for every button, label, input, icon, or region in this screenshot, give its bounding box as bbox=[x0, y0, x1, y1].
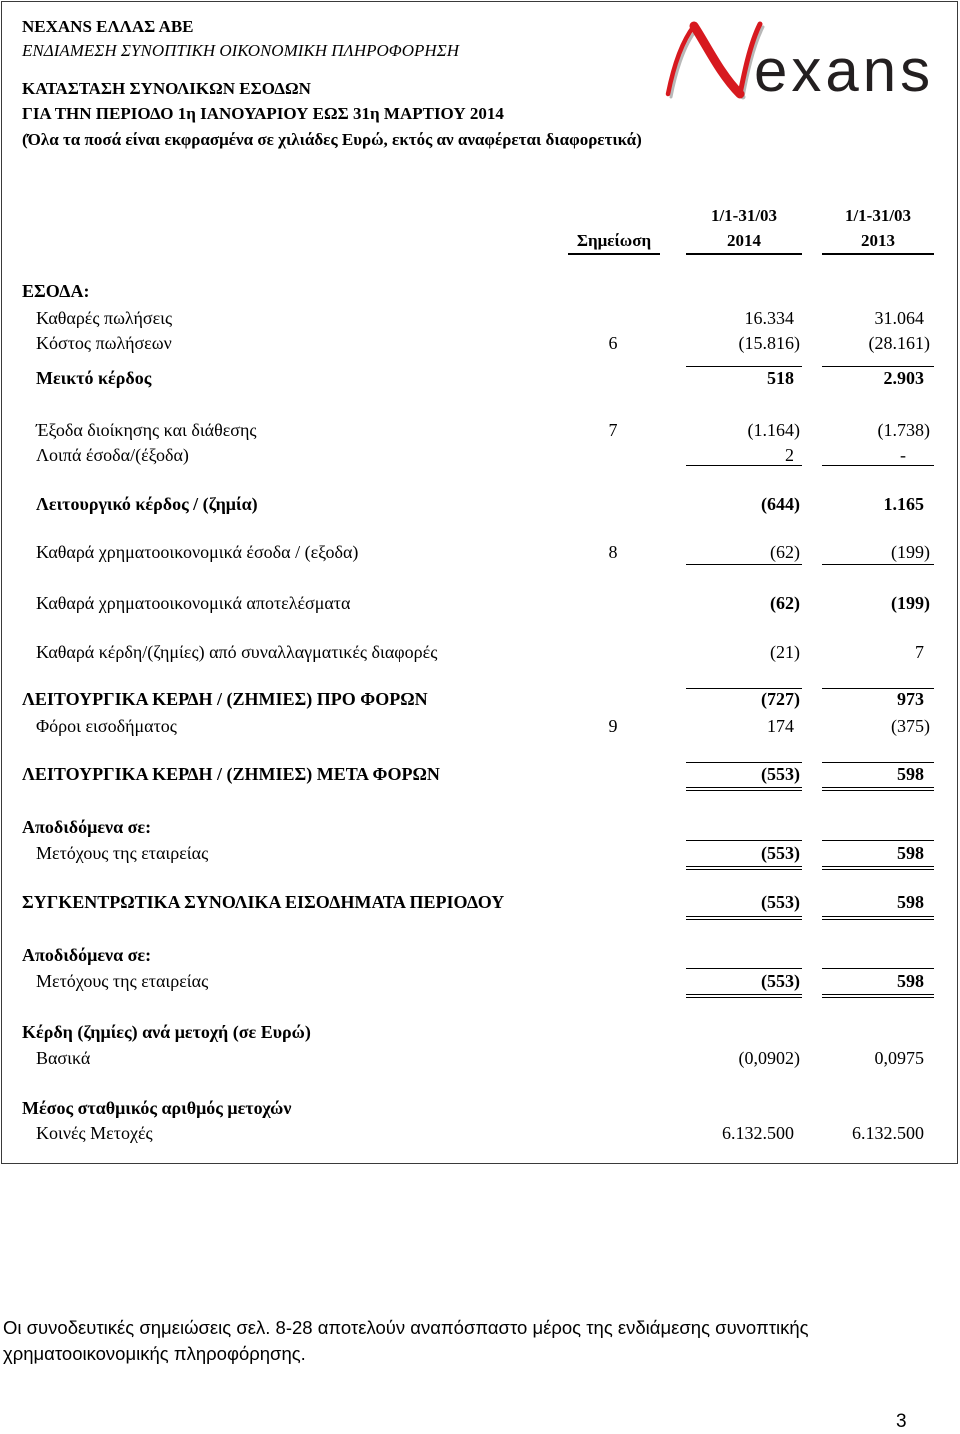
amount-2014: (62) bbox=[770, 542, 800, 562]
line-item-label: Κόστος πωλήσεων bbox=[36, 333, 172, 353]
amount-2013: (199) bbox=[891, 593, 930, 613]
line-item-label: Έξοδα διοίκησης και διάθεσης bbox=[36, 420, 257, 440]
section-label: Κέρδη (ζημίες) ανά μετοχή (σε Ευρώ) bbox=[22, 1022, 311, 1042]
section-label: Αποδιδόμενα σε: bbox=[22, 817, 152, 837]
note-ref: 6 bbox=[608, 333, 618, 353]
amount-2014: (0,0902) bbox=[738, 1048, 800, 1068]
amount-2014: 518 bbox=[767, 368, 794, 388]
footer-note-line2: χρηματοοικονομικής πληροφόρησης. bbox=[3, 1343, 306, 1364]
col-2013-year: 2013 bbox=[861, 231, 895, 250]
line-item-label: Μεικτό κέρδος bbox=[36, 368, 152, 388]
line-item-label: Μετόχους της εταιρείας bbox=[36, 843, 209, 863]
table-row bbox=[0, 1047, 958, 1069]
amount-2013: 598 bbox=[897, 843, 924, 863]
logo-mark-icon bbox=[668, 24, 763, 97]
currency-note: (Όλα τα ποσά είναι εκφρασμένα σε χιλιάδες Ευρώ, εκτός αν αναφέρεται διαφορετικά) bbox=[22, 130, 642, 149]
nexans-logo bbox=[660, 14, 940, 109]
footer-note-line1: Οι συνοδευτικές σημειώσεις σελ. 8-28 αποτελούν αναπόσπαστο μέρος της ενδιάμεσης συνοπτικής bbox=[3, 1317, 809, 1338]
section-label: Μέσος σταθμικός αριθμός μετοχών bbox=[22, 1098, 292, 1118]
total-double-rule bbox=[822, 994, 934, 998]
line-item-label: Καθαρές πωλήσεις bbox=[36, 308, 173, 328]
section-heading bbox=[0, 944, 958, 966]
amount-2014: (553) bbox=[761, 971, 800, 991]
logo-wordmark: exans bbox=[754, 37, 935, 104]
report-type: ΕΝΔΙΑΜΕΣΗ ΣΥΝΟΠΤΙΚΗ ΟΙΚΟΝΟΜΙΚΗ ΠΛΗΡΟΦΟΡΗΣΗ bbox=[22, 41, 460, 60]
line-item-label: ΣΥΓΚΕΝΤΡΩΤΙΚΑ ΣΥΝΟΛΙΚΑ ΕΙΣΟΔΗΜΑΤΑ ΠΕΡΙΟΔΟΥ bbox=[22, 892, 505, 912]
amount-2014: 6.132.500 bbox=[722, 1123, 794, 1143]
table-row bbox=[0, 493, 958, 515]
table-row bbox=[0, 419, 958, 441]
section-label: Αποδιδόμενα σε: bbox=[22, 945, 152, 965]
amount-2014: (15.816) bbox=[738, 333, 800, 353]
amount-2014: (62) bbox=[770, 593, 800, 613]
subtotal-rule bbox=[686, 968, 802, 969]
note-ref: 7 bbox=[608, 420, 618, 440]
header-rule bbox=[568, 253, 660, 255]
amount-2014: (553) bbox=[761, 892, 800, 912]
amount-2013: 6.132.500 bbox=[852, 1123, 924, 1143]
amount-2014: 16.334 bbox=[744, 308, 794, 328]
section-heading bbox=[0, 280, 958, 302]
amount-2013: (28.161) bbox=[868, 333, 930, 353]
line-item-label: Καθαρά κέρδη/(ζημίες) από συναλλαγματικές διαφορές bbox=[36, 642, 438, 662]
amount-2013: 598 bbox=[897, 892, 924, 912]
amount-2014: (21) bbox=[770, 642, 800, 662]
subtotal-rule bbox=[686, 840, 802, 841]
table-row bbox=[0, 641, 958, 663]
line-item-label: Καθαρά χρηματοοικονομικά αποτελέσματα bbox=[36, 593, 351, 613]
section-heading bbox=[0, 1021, 958, 1043]
table-row bbox=[0, 592, 958, 614]
amount-2014: (553) bbox=[761, 843, 800, 863]
amount-2014: (1.164) bbox=[747, 420, 800, 440]
total-double-rule bbox=[686, 994, 802, 998]
total-double-rule bbox=[686, 916, 802, 920]
line-item-label: ΛΕΙΤΟΥΡΓΙΚΑ ΚΕΡΔΗ / (ΖΗΜΙΕΣ) ΜΕΤΑ ΦΟΡΩΝ bbox=[22, 764, 440, 784]
subtotal-rule bbox=[686, 465, 802, 466]
table-row bbox=[0, 444, 958, 466]
header-rule bbox=[686, 253, 802, 255]
table-row bbox=[0, 1122, 958, 1144]
period-title: ΓΙΑ ΤΗΝ ΠΕΡΙΟΔΟ 1η ΙΑΝΟΥΑΡΙΟΥ ΕΩΣ 31η ΜΑΡΤΙΟΥ 2014 bbox=[22, 104, 504, 123]
company-name: NEXANS ΕΛΛΑΣ ΑΒΕ bbox=[22, 17, 194, 36]
table-row bbox=[0, 891, 958, 913]
subtotal-rule bbox=[822, 465, 934, 466]
section-label: ΕΣΟΔΑ: bbox=[22, 281, 90, 301]
total-double-rule bbox=[822, 916, 934, 920]
section-heading bbox=[0, 1097, 958, 1119]
table-row bbox=[0, 688, 958, 710]
amount-2014: (727) bbox=[761, 689, 800, 709]
line-item-label: Μετόχους της εταιρείας bbox=[36, 971, 209, 991]
amount-2014: (644) bbox=[761, 494, 800, 514]
amount-2013: 1.165 bbox=[883, 494, 924, 514]
section-heading bbox=[0, 816, 958, 838]
col-2013-period: 1/1-31/03 bbox=[844, 206, 912, 225]
line-item-label: Καθαρά χρηματοοικονομικά έσοδα / (εξοδα) bbox=[36, 542, 359, 562]
header-rule bbox=[822, 253, 934, 255]
col-2014-period: 1/1-31/03 bbox=[710, 206, 778, 225]
col-note-header: Σημείωση bbox=[576, 231, 652, 250]
amount-2013: - bbox=[900, 445, 906, 465]
note-ref: 8 bbox=[608, 542, 618, 562]
amount-2013: (375) bbox=[891, 716, 930, 736]
line-item-label: ΛΕΙΤΟΥΡΓΙΚΑ ΚΕΡΔΗ / (ΖΗΜΙΕΣ) ΠΡΟ ΦΟΡΩΝ bbox=[22, 689, 428, 709]
table-row bbox=[0, 307, 958, 329]
amount-2013: 7 bbox=[915, 642, 924, 662]
subtotal-rule bbox=[822, 564, 934, 565]
subtotal-rule bbox=[822, 840, 934, 841]
table-row bbox=[0, 541, 958, 563]
amount-2013: 31.064 bbox=[874, 308, 924, 328]
line-item-label: Λοιπά έσοδα/(έξοδα) bbox=[36, 445, 189, 465]
table-row bbox=[0, 970, 958, 992]
line-item-label: Κοινές Μετοχές bbox=[36, 1123, 153, 1143]
amount-2013: 2.903 bbox=[883, 368, 924, 388]
total-double-rule bbox=[686, 866, 802, 870]
amount-2013: 598 bbox=[897, 971, 924, 991]
amount-2014: 2 bbox=[785, 445, 794, 465]
amount-2013: 0,0975 bbox=[874, 1048, 924, 1068]
line-item-label: Φόροι εισοδήματος bbox=[36, 716, 177, 736]
subtotal-rule bbox=[822, 968, 934, 969]
total-double-rule bbox=[686, 787, 802, 791]
page-number: 3 bbox=[896, 1411, 907, 1432]
table-row bbox=[0, 367, 958, 389]
statement-title: ΚΑΤΑΣΤΑΣΗ ΣΥΝΟΛΙΚΩΝ ΕΣΟΔΩΝ bbox=[22, 79, 311, 98]
note-ref: 9 bbox=[608, 716, 618, 736]
line-item-label: Λειτουργικό κέρδος / (ζημία) bbox=[36, 494, 258, 514]
col-2014-year: 2014 bbox=[727, 231, 761, 250]
amount-2013: (1.738) bbox=[877, 420, 930, 440]
table-row bbox=[0, 763, 958, 785]
amount-2014: (553) bbox=[761, 764, 800, 784]
total-double-rule bbox=[822, 866, 934, 870]
amount-2013: 598 bbox=[897, 764, 924, 784]
line-item-label: Βασικά bbox=[36, 1048, 91, 1068]
amount-2013: 973 bbox=[897, 689, 924, 709]
total-double-rule bbox=[822, 787, 934, 791]
amount-2013: (199) bbox=[891, 542, 930, 562]
table-row bbox=[0, 332, 958, 354]
table-row bbox=[0, 842, 958, 864]
subtotal-rule bbox=[686, 564, 802, 565]
table-row bbox=[0, 715, 958, 737]
amount-2014: 174 bbox=[767, 716, 794, 736]
